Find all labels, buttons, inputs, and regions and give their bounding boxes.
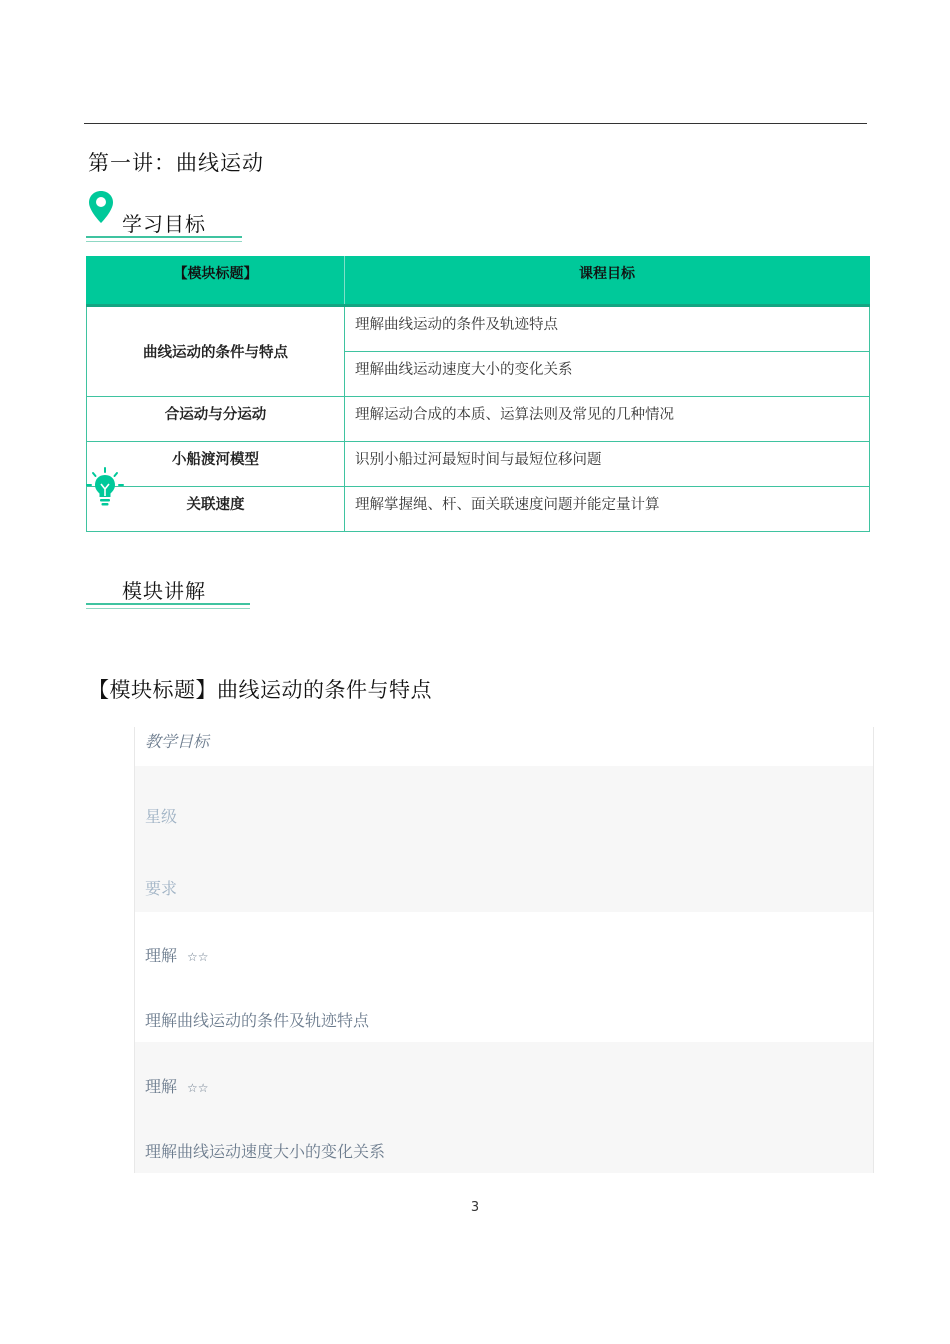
module-heading: 【模块标题】曲线运动的条件与特点 <box>88 678 432 702</box>
column-header-stars: 星级 <box>145 807 178 826</box>
level-text: 理解 <box>145 946 178 965</box>
table-row <box>87 306 870 352</box>
row-requirement: 理解曲线运动速度大小的变化关系 <box>145 1142 386 1161</box>
table-header-row <box>87 257 870 306</box>
module-cell: 关联速度 <box>87 487 345 532</box>
section-title: 模块讲解 <box>122 579 206 603</box>
section-underline-secondary <box>86 608 250 609</box>
section-module-explanation <box>86 565 250 605</box>
panel-header-band <box>135 766 873 912</box>
goal-cell: 理解曲线运动的条件及轨迹特点 <box>345 306 870 352</box>
goal-cell: 识别小船过河最短时间与最短位移问题 <box>345 442 870 487</box>
row-level <box>145 943 209 966</box>
section-title: 学习目标 <box>122 212 206 236</box>
section-underline <box>86 236 242 238</box>
lecture-title: 第一讲：曲线运动 <box>88 151 264 175</box>
panel-row <box>135 912 873 1042</box>
module-cell: 曲线运动的条件与特点 <box>87 306 345 397</box>
header-goal: 课程目标 <box>345 257 870 306</box>
course-goals-table <box>86 256 870 532</box>
level-text: 理解 <box>145 1077 178 1096</box>
panel-row <box>135 1042 873 1173</box>
star-rating: ☆☆ <box>187 1081 209 1095</box>
table-row <box>87 487 870 532</box>
header-rule <box>84 123 867 124</box>
row-requirement: 理解曲线运动的条件及轨迹特点 <box>145 1011 370 1030</box>
teaching-goals-panel <box>134 727 874 1173</box>
table-row <box>87 442 870 487</box>
location-pin-icon <box>88 190 114 224</box>
star-rating: ☆☆ <box>187 950 209 964</box>
section-learning-goals <box>86 198 242 238</box>
section-underline-secondary <box>86 241 242 242</box>
header-module: 【模块标题】 <box>87 257 345 306</box>
table-row <box>87 397 870 442</box>
panel-caption: 教学目标 <box>145 732 210 751</box>
module-cell: 合运动与分运动 <box>87 397 345 442</box>
goal-cell: 理解曲线运动速度大小的变化关系 <box>345 352 870 397</box>
goal-cell: 理解掌握绳、杆、面关联速度问题并能定量计算 <box>345 487 870 532</box>
row-level <box>145 1074 209 1097</box>
lightbulb-icon <box>85 466 125 510</box>
page-number: 3 <box>470 1200 480 1215</box>
goal-cell: 理解运动合成的本质、运算法则及常见的几种情况 <box>345 397 870 442</box>
column-header-requirement: 要求 <box>145 879 178 898</box>
module-cell: 小船渡河模型 <box>87 442 345 487</box>
section-underline <box>86 603 250 605</box>
